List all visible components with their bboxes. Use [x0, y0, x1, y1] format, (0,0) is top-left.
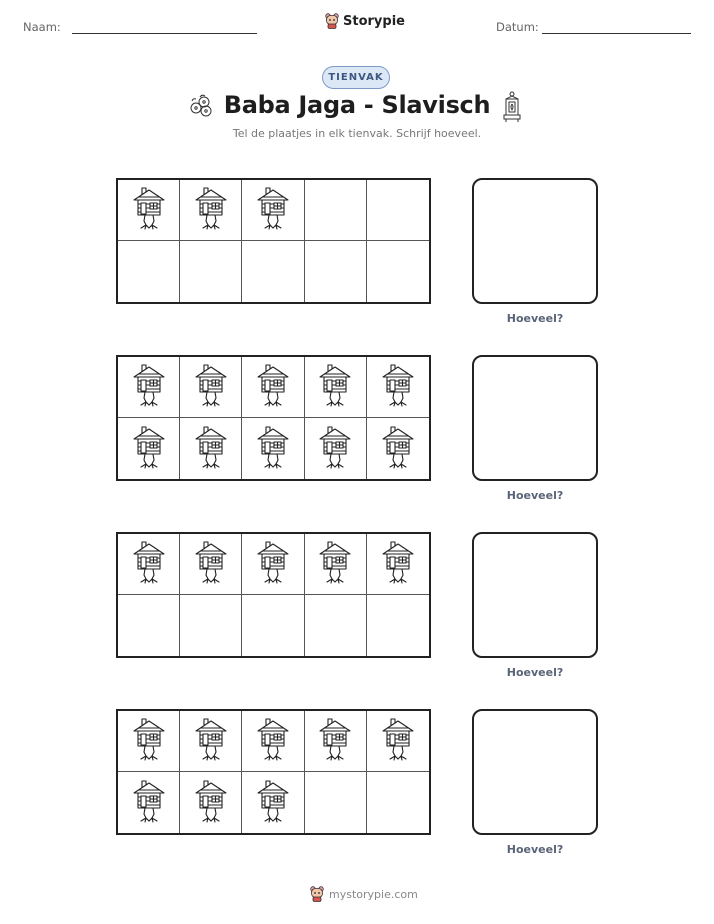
- hut-on-chicken-legs-icon: [131, 363, 167, 411]
- frame-cell: [118, 357, 180, 418]
- frame-cell: [242, 241, 304, 302]
- frame-cell: [242, 772, 304, 833]
- hut-on-chicken-legs-icon: [193, 186, 229, 234]
- hut-on-chicken-legs-icon: [193, 717, 229, 765]
- answer-box-2[interactable]: [472, 355, 598, 481]
- frame-cell: [242, 711, 304, 772]
- frame-cell: [367, 595, 429, 656]
- frame-cell: [118, 772, 180, 833]
- hut-on-chicken-legs-icon: [131, 717, 167, 765]
- frame-cell: [118, 595, 180, 656]
- frame-cell: [180, 418, 242, 479]
- brand-logo: [325, 13, 405, 29]
- frame-cell: [180, 357, 242, 418]
- frame-cell: [305, 534, 367, 595]
- ten-frame-3: [116, 532, 431, 658]
- hut-on-chicken-legs-icon: [255, 540, 291, 588]
- hut-on-chicken-legs-icon: [255, 186, 291, 234]
- frame-cell: [367, 241, 429, 302]
- hut-on-chicken-legs-icon: [193, 363, 229, 411]
- answer-box-4[interactable]: [472, 709, 598, 835]
- frame-cell: [305, 357, 367, 418]
- footer: [310, 886, 418, 902]
- frame-cell: [180, 180, 242, 241]
- frame-cell: [242, 534, 304, 595]
- brand-name: Storypie: [343, 13, 405, 29]
- frame-cell: [305, 772, 367, 833]
- mascot-icon: [310, 886, 324, 902]
- name-line[interactable]: [72, 33, 257, 34]
- frame-cell: [118, 241, 180, 302]
- instructions: Tel de plaatjes in elk tienvak. Schrijf hoeveel.: [232, 127, 482, 140]
- frame-cell: [180, 241, 242, 302]
- date-label: Datum:: [496, 20, 539, 34]
- hut-on-chicken-legs-icon: [255, 425, 291, 473]
- frame-cell: [367, 711, 429, 772]
- lantern-icon: [500, 91, 524, 123]
- frame-cell: [118, 711, 180, 772]
- frame-cell: [367, 357, 429, 418]
- frame-cell: [180, 711, 242, 772]
- ten-frame-1: [116, 178, 431, 304]
- hut-on-chicken-legs-icon: [317, 363, 353, 411]
- hut-on-chicken-legs-icon: [317, 425, 353, 473]
- hut-on-chicken-legs-icon: [380, 540, 416, 588]
- frame-cell: [305, 595, 367, 656]
- worksheet-type-badge: TIENVAK: [322, 66, 390, 89]
- date-line[interactable]: [542, 33, 691, 34]
- answer-label-3: Hoeveel?: [506, 666, 564, 679]
- page-title: Baba Jaga - Slavisch: [223, 91, 491, 119]
- frame-cell: [305, 418, 367, 479]
- frame-cell: [305, 711, 367, 772]
- ten-frame-4: [116, 709, 431, 835]
- name-label: Naam:: [23, 20, 61, 34]
- frame-cell: [118, 534, 180, 595]
- frame-cell: [367, 772, 429, 833]
- frame-cell: [180, 595, 242, 656]
- answer-label-2: Hoeveel?: [506, 489, 564, 502]
- hut-on-chicken-legs-icon: [317, 717, 353, 765]
- hut-on-chicken-legs-icon: [131, 425, 167, 473]
- hut-on-chicken-legs-icon: [255, 363, 291, 411]
- hut-on-chicken-legs-icon: [193, 540, 229, 588]
- frame-cell: [118, 418, 180, 479]
- footer-url: mystorypie.com: [329, 887, 418, 901]
- answer-label-4: Hoeveel?: [506, 843, 564, 856]
- frame-cell: [242, 418, 304, 479]
- answer-box-1[interactable]: [472, 178, 598, 304]
- hut-on-chicken-legs-icon: [255, 717, 291, 765]
- frame-cell: [180, 772, 242, 833]
- hut-on-chicken-legs-icon: [193, 425, 229, 473]
- answer-label-1: Hoeveel?: [506, 312, 564, 325]
- frame-cell: [242, 180, 304, 241]
- hut-on-chicken-legs-icon: [380, 363, 416, 411]
- frame-cell: [305, 241, 367, 302]
- frame-cell: [305, 180, 367, 241]
- frame-cell: [367, 180, 429, 241]
- frame-cell: [242, 595, 304, 656]
- hut-on-chicken-legs-icon: [317, 540, 353, 588]
- hut-on-chicken-legs-icon: [255, 779, 291, 827]
- frame-cell: [118, 180, 180, 241]
- frame-cell: [367, 534, 429, 595]
- frame-cell: [242, 357, 304, 418]
- hut-on-chicken-legs-icon: [131, 540, 167, 588]
- hut-on-chicken-legs-icon: [380, 425, 416, 473]
- frame-cell: [180, 534, 242, 595]
- ten-frame-2: [116, 355, 431, 481]
- answer-box-3[interactable]: [472, 532, 598, 658]
- mascot-icon: [325, 13, 339, 29]
- hut-on-chicken-legs-icon: [380, 717, 416, 765]
- frame-cell: [367, 418, 429, 479]
- hut-on-chicken-legs-icon: [131, 779, 167, 827]
- hut-on-chicken-legs-icon: [131, 186, 167, 234]
- hut-on-chicken-legs-icon: [193, 779, 229, 827]
